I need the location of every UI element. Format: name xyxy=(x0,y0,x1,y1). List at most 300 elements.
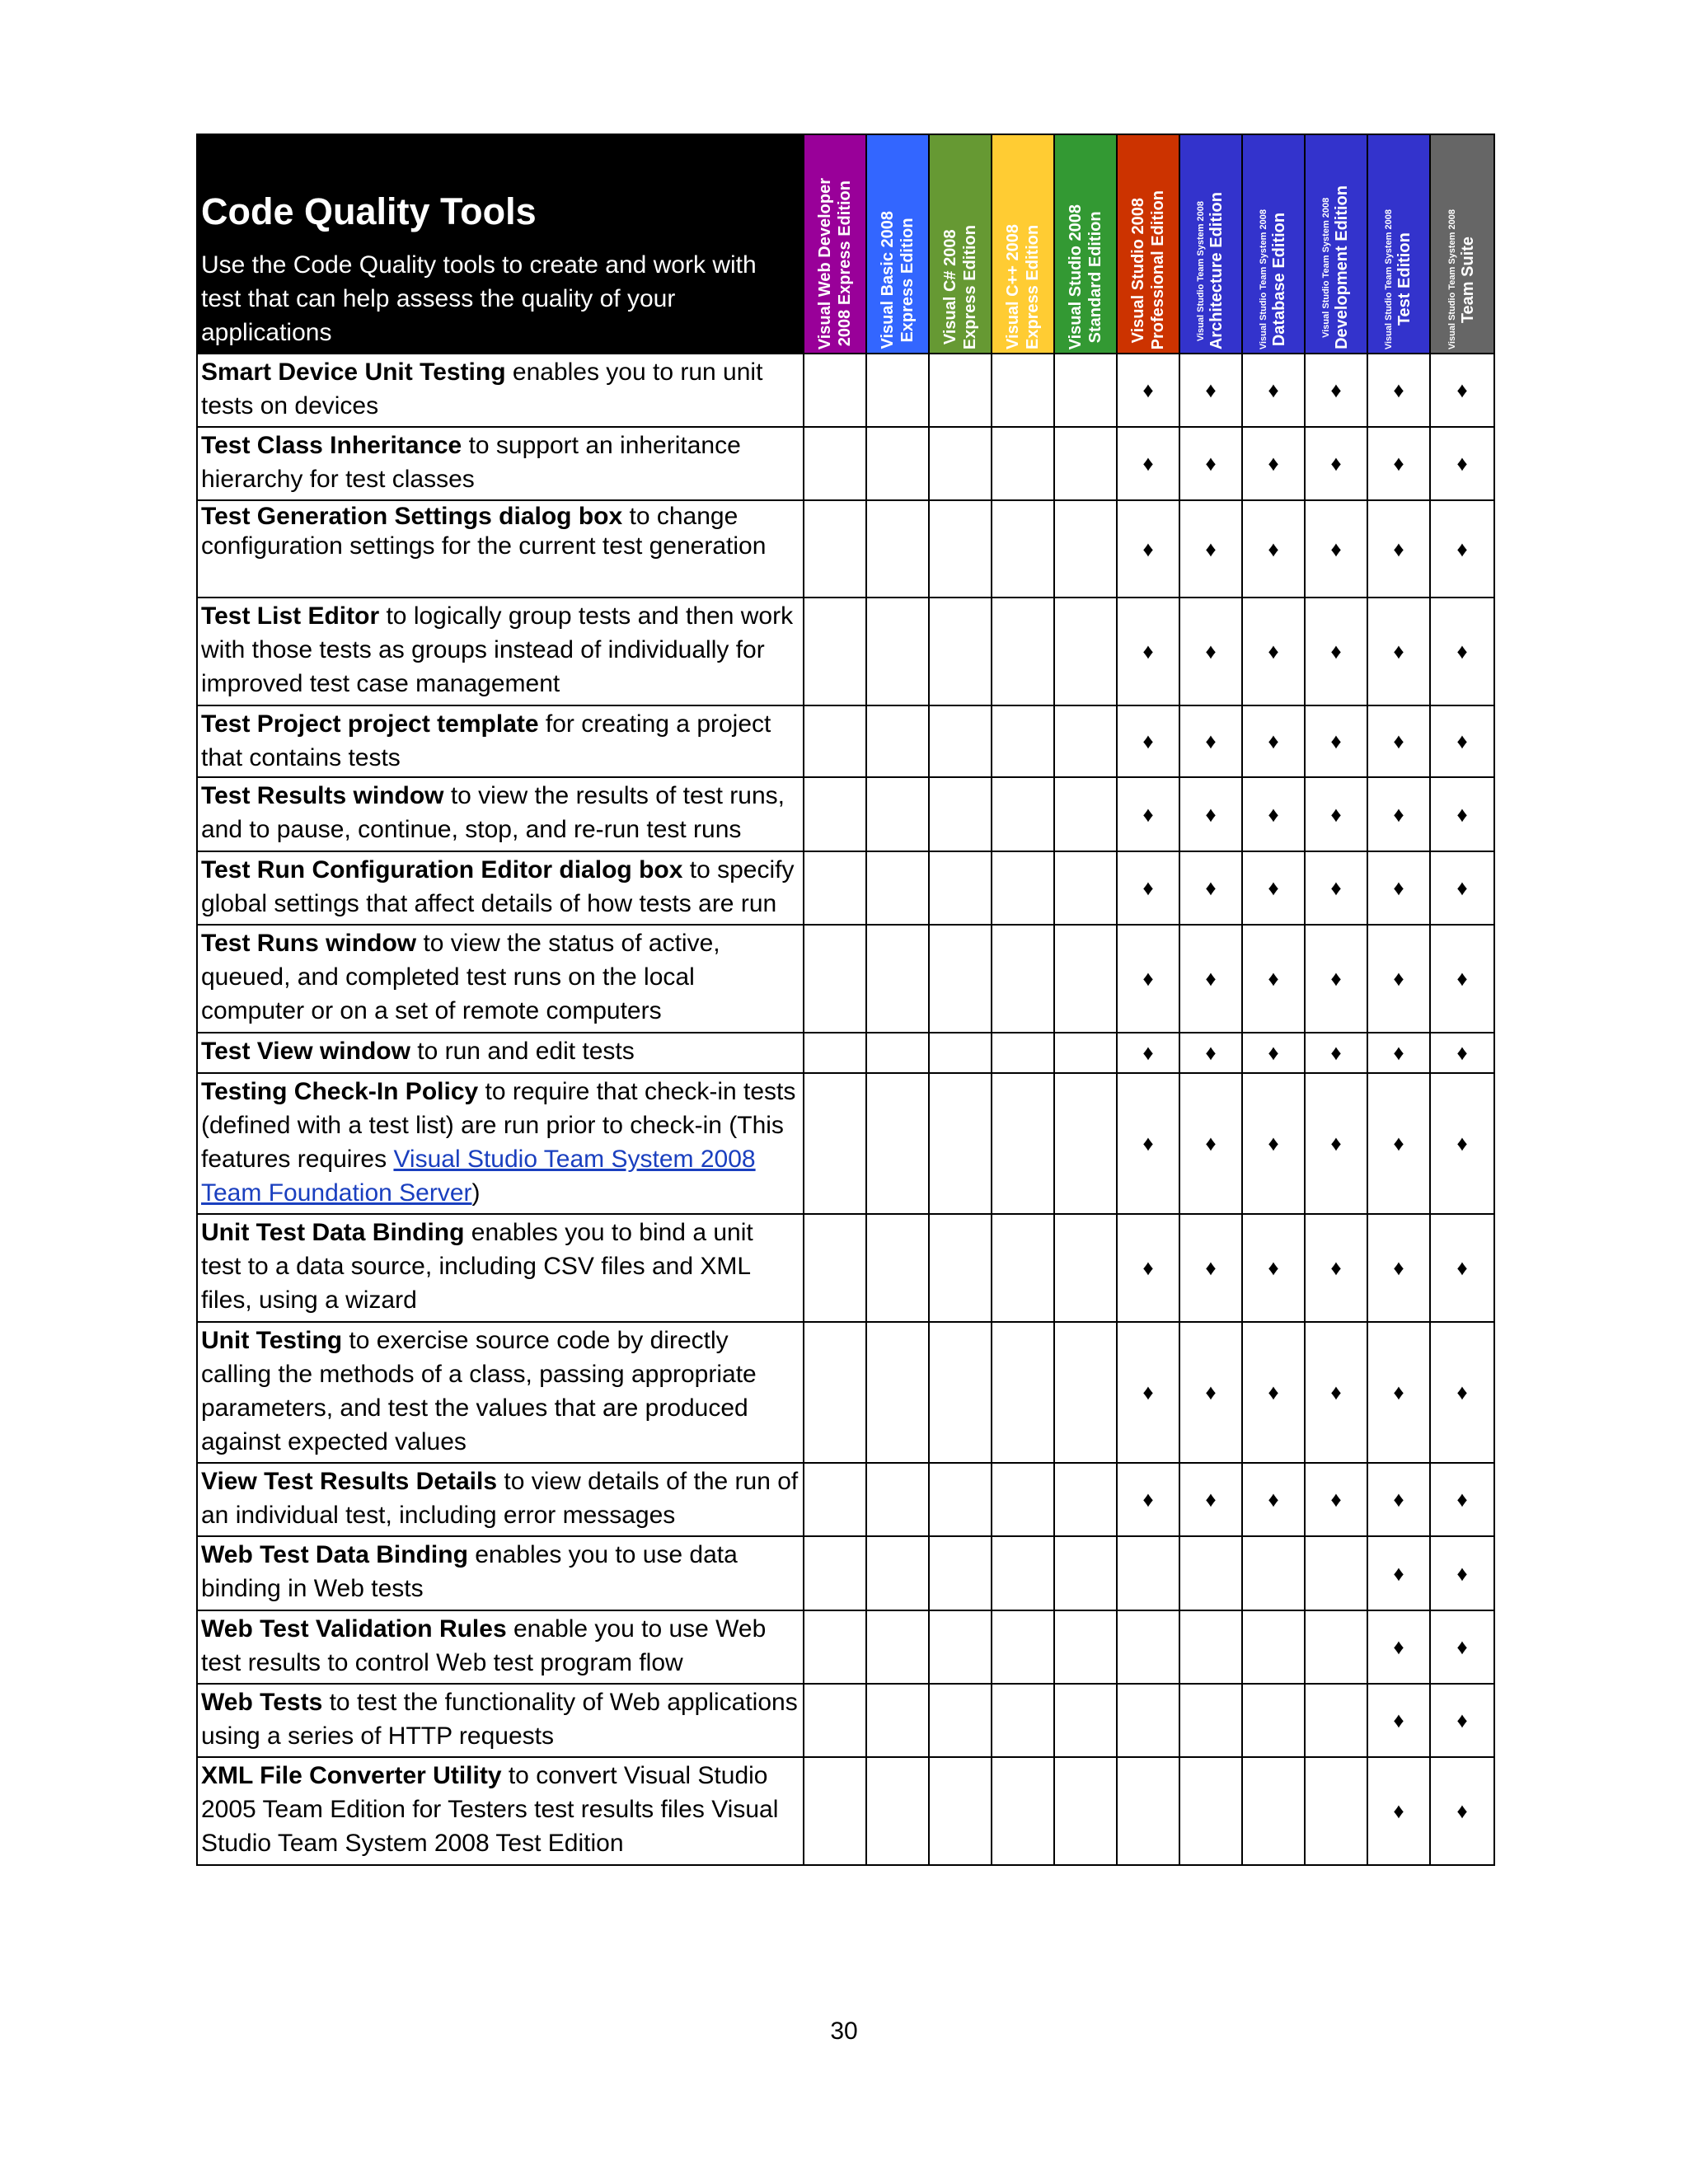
edition-header-10 xyxy=(1430,134,1494,354)
edition-header-2 xyxy=(929,134,992,354)
feature-description: to run and edit tests xyxy=(410,1038,635,1065)
diamond-mark-icon: ♦ xyxy=(1205,801,1217,827)
table-row xyxy=(197,1610,1494,1684)
availability-cell xyxy=(1430,705,1494,777)
availability-cell xyxy=(804,705,866,777)
diamond-mark-icon: ♦ xyxy=(1268,801,1279,827)
availability-cell xyxy=(1179,1757,1242,1865)
availability-cell xyxy=(1179,925,1242,1033)
availability-cell xyxy=(1179,1463,1242,1536)
table-row xyxy=(197,925,1494,1033)
table-row xyxy=(197,1463,1494,1536)
diamond-mark-icon: ♦ xyxy=(1330,1380,1342,1404)
availability-cell xyxy=(1305,705,1367,777)
header-title-cell xyxy=(197,134,804,354)
availability-cell xyxy=(1305,851,1367,925)
availability-cell xyxy=(1179,1214,1242,1322)
availability-cell xyxy=(1179,1322,1242,1463)
availability-cell xyxy=(1179,1684,1242,1757)
table-row xyxy=(197,1033,1494,1073)
edition-label xyxy=(1447,209,1478,349)
availability-cell xyxy=(992,1610,1054,1684)
edition-line2: 2008 Express Edition xyxy=(836,180,854,347)
availability-cell xyxy=(1305,1214,1367,1322)
edition-line1: Visual Studio 2008 xyxy=(1129,197,1147,343)
feature-description-cell xyxy=(197,354,804,427)
availability-cell xyxy=(1117,427,1179,500)
table-row xyxy=(197,354,1494,427)
feature-name: Web Test Validation Rules xyxy=(201,1615,507,1643)
availability-cell xyxy=(1367,1684,1430,1757)
edition-line2: Development Edition xyxy=(1333,185,1351,349)
availability-cell xyxy=(866,1757,929,1865)
availability-cell xyxy=(804,1214,866,1322)
table-row xyxy=(197,427,1494,500)
availability-cell xyxy=(866,1463,929,1536)
diamond-mark-icon: ♦ xyxy=(1330,451,1342,476)
availability-cell xyxy=(1367,1073,1430,1214)
table-row xyxy=(197,1214,1494,1322)
availability-cell xyxy=(1305,500,1367,598)
feature-name: Web Tests xyxy=(201,1689,323,1716)
diamond-mark-icon: ♦ xyxy=(1456,966,1468,991)
page-number: 30 xyxy=(830,2018,858,2045)
availability-cell xyxy=(992,1757,1054,1865)
feature-name: Unit Test Data Binding xyxy=(201,1219,465,1246)
diamond-mark-icon: ♦ xyxy=(1142,1487,1154,1511)
edition-label xyxy=(1003,224,1043,349)
feature-description-cell xyxy=(197,1536,804,1610)
availability-cell xyxy=(1305,1610,1367,1684)
availability-cell xyxy=(929,500,992,598)
diamond-mark-icon: ♦ xyxy=(1393,801,1404,827)
diamond-mark-icon: ♦ xyxy=(1393,1708,1404,1732)
edition-line1: Visual Web Developer xyxy=(816,177,834,349)
diamond-mark-icon: ♦ xyxy=(1456,1634,1468,1659)
feature-description-cell xyxy=(197,1684,804,1757)
availability-cell xyxy=(866,777,929,851)
availability-cell xyxy=(1054,1322,1117,1463)
diamond-mark-icon: ♦ xyxy=(1205,966,1217,991)
diamond-mark-icon: ♦ xyxy=(1393,1380,1404,1404)
feature-description-cell xyxy=(197,427,804,500)
edition-header-1 xyxy=(866,134,929,354)
availability-cell xyxy=(1430,1214,1494,1322)
availability-cell xyxy=(992,1322,1054,1463)
diamond-mark-icon: ♦ xyxy=(1393,1798,1404,1823)
diamond-mark-icon: ♦ xyxy=(1205,875,1217,900)
availability-cell xyxy=(1117,1214,1179,1322)
table-row xyxy=(197,1322,1494,1463)
availability-cell xyxy=(1367,1536,1430,1610)
feature-name: Web Test Data Binding xyxy=(201,1541,468,1568)
availability-cell xyxy=(1305,1033,1367,1073)
edition-line1: Visual Studio 2008 xyxy=(1067,204,1085,349)
availability-cell xyxy=(1367,500,1430,598)
availability-cell xyxy=(1117,705,1179,777)
diamond-mark-icon: ♦ xyxy=(1456,1255,1468,1280)
diamond-mark-icon: ♦ xyxy=(1205,729,1217,753)
availability-cell xyxy=(804,1684,866,1757)
edition-line2: Professional Edition xyxy=(1149,190,1167,349)
availability-cell xyxy=(1430,1033,1494,1073)
team-foundation-server-link[interactable]: Visual Studio Team System 2008 Team Foundation Server xyxy=(201,1146,756,1207)
diamond-mark-icon: ♦ xyxy=(1456,1798,1468,1823)
section-subtitle: Use the Code Quality tools to create and work with test that can help assess the quality of your applications xyxy=(201,251,757,346)
table-row xyxy=(197,1757,1494,1865)
availability-cell xyxy=(1305,1463,1367,1536)
availability-cell xyxy=(1117,1610,1179,1684)
diamond-mark-icon: ♦ xyxy=(1268,729,1279,753)
availability-cell xyxy=(1054,925,1117,1033)
availability-cell xyxy=(1054,1214,1117,1322)
diamond-mark-icon: ♦ xyxy=(1393,377,1404,402)
diamond-mark-icon: ♦ xyxy=(1456,729,1468,753)
feature-name: View Test Results Details xyxy=(201,1468,498,1495)
availability-cell xyxy=(1367,354,1430,427)
availability-cell xyxy=(992,598,1054,705)
availability-cell xyxy=(1367,1757,1430,1865)
availability-cell xyxy=(1367,598,1430,705)
diamond-mark-icon: ♦ xyxy=(1393,875,1404,900)
availability-cell xyxy=(1242,705,1305,777)
availability-cell xyxy=(992,777,1054,851)
availability-cell xyxy=(1117,1684,1179,1757)
availability-cell xyxy=(804,1073,866,1214)
availability-cell xyxy=(1179,1610,1242,1684)
availability-cell xyxy=(992,1073,1054,1214)
table-row xyxy=(197,1073,1494,1214)
diamond-mark-icon: ♦ xyxy=(1456,1131,1468,1155)
table-row xyxy=(197,500,1494,598)
feature-description-cell xyxy=(197,777,804,851)
edition-label xyxy=(1258,209,1289,349)
availability-cell xyxy=(804,851,866,925)
availability-cell xyxy=(1242,1214,1305,1322)
availability-cell xyxy=(1367,1214,1430,1322)
diamond-mark-icon: ♦ xyxy=(1268,377,1279,402)
feature-name: Test Generation Settings dialog box xyxy=(201,503,623,530)
availability-cell xyxy=(1305,427,1367,500)
availability-cell xyxy=(1054,1463,1117,1536)
feature-description-cell xyxy=(197,925,804,1033)
availability-cell xyxy=(929,1073,992,1214)
diamond-mark-icon: ♦ xyxy=(1456,1380,1468,1404)
table-row xyxy=(197,1536,1494,1610)
availability-cell xyxy=(804,598,866,705)
feature-name: Testing Check-In Policy xyxy=(201,1078,479,1105)
feature-description-cell xyxy=(197,1073,804,1214)
feature-description-cell xyxy=(197,1610,804,1684)
availability-cell xyxy=(1367,1322,1430,1463)
edition-line2: Standard Edition xyxy=(1086,210,1104,343)
feature-description-end: ) xyxy=(471,1179,481,1207)
feature-description-cell xyxy=(197,1033,804,1073)
availability-cell xyxy=(1054,500,1117,598)
edition-header-0 xyxy=(804,134,866,354)
edition-label xyxy=(1066,204,1105,349)
availability-cell xyxy=(992,354,1054,427)
diamond-mark-icon: ♦ xyxy=(1330,729,1342,753)
edition-line1: Visual Studio Team System 2008 xyxy=(1196,200,1206,341)
edition-line2: Express Edition xyxy=(1024,224,1042,349)
edition-label xyxy=(1128,190,1168,349)
availability-cell xyxy=(1117,1463,1179,1536)
feature-description-cell xyxy=(197,1757,804,1865)
availability-cell xyxy=(1179,427,1242,500)
availability-cell xyxy=(866,1322,929,1463)
availability-cell xyxy=(804,925,866,1033)
diamond-mark-icon: ♦ xyxy=(1205,536,1217,561)
edition-line2: Architecture Edition xyxy=(1207,191,1226,349)
availability-cell xyxy=(1117,354,1179,427)
availability-cell xyxy=(804,1463,866,1536)
availability-cell xyxy=(1305,925,1367,1033)
availability-cell xyxy=(1430,1073,1494,1214)
feature-description: enable you to use Web test results to control Web test program flow xyxy=(201,1615,767,1676)
availability-cell xyxy=(866,705,929,777)
availability-cell xyxy=(1305,1684,1367,1757)
availability-cell xyxy=(1367,925,1430,1033)
availability-cell xyxy=(866,925,929,1033)
edition-label xyxy=(1195,192,1226,349)
diamond-mark-icon: ♦ xyxy=(1456,1708,1468,1732)
availability-cell xyxy=(866,1610,929,1684)
availability-cell xyxy=(1054,1610,1117,1684)
diamond-mark-icon: ♦ xyxy=(1205,1131,1217,1155)
availability-cell xyxy=(1430,1536,1494,1610)
availability-cell xyxy=(929,705,992,777)
availability-cell xyxy=(1430,354,1494,427)
diamond-mark-icon: ♦ xyxy=(1393,536,1404,561)
availability-cell xyxy=(992,925,1054,1033)
diamond-mark-icon: ♦ xyxy=(1393,729,1404,753)
availability-cell xyxy=(804,354,866,427)
diamond-mark-icon: ♦ xyxy=(1330,801,1342,827)
availability-cell xyxy=(1117,1073,1179,1214)
diamond-mark-icon: ♦ xyxy=(1330,639,1342,663)
availability-cell xyxy=(992,705,1054,777)
edition-line1: Visual Studio Team System 2008 xyxy=(1259,209,1268,349)
availability-cell xyxy=(1430,500,1494,598)
diamond-mark-icon: ♦ xyxy=(1393,966,1404,991)
edition-header-7 xyxy=(1242,134,1305,354)
availability-cell xyxy=(992,851,1054,925)
feature-description: to exercise source code by directly calling the methods of a class, passing appropriate parameters, and test the values that are produced against expected values xyxy=(201,1327,757,1455)
availability-cell xyxy=(866,427,929,500)
availability-cell xyxy=(1179,598,1242,705)
table-body xyxy=(197,354,1494,1865)
edition-line1: Visual Studio Team System 2008 xyxy=(1384,209,1394,349)
diamond-mark-icon: ♦ xyxy=(1205,1380,1217,1404)
availability-cell xyxy=(1242,851,1305,925)
diamond-mark-icon: ♦ xyxy=(1268,1040,1279,1065)
diamond-mark-icon: ♦ xyxy=(1268,639,1279,663)
availability-cell xyxy=(1242,1757,1305,1865)
feature-name: Smart Device Unit Testing xyxy=(201,359,506,386)
diamond-mark-icon: ♦ xyxy=(1393,1040,1404,1065)
edition-label xyxy=(940,225,980,349)
feature-name: Test Runs window xyxy=(201,930,417,957)
availability-cell xyxy=(1179,1536,1242,1610)
diamond-mark-icon: ♦ xyxy=(1330,1487,1342,1511)
availability-cell xyxy=(929,598,992,705)
availability-cell xyxy=(1305,354,1367,427)
availability-cell xyxy=(929,1214,992,1322)
table-row xyxy=(197,777,1494,851)
availability-cell xyxy=(1054,1757,1117,1865)
diamond-mark-icon: ♦ xyxy=(1393,451,1404,476)
feature-description: to view details of the run of an individual test, including error messages xyxy=(201,1468,799,1529)
availability-cell xyxy=(929,1757,992,1865)
availability-cell xyxy=(1117,925,1179,1033)
edition-label xyxy=(815,178,855,349)
availability-cell xyxy=(1054,598,1117,705)
diamond-mark-icon: ♦ xyxy=(1330,536,1342,561)
feature-description: to specify global settings that affect details of how tests are run xyxy=(201,856,795,917)
feature-name: XML File Converter Utility xyxy=(201,1762,502,1789)
diamond-mark-icon: ♦ xyxy=(1142,1255,1154,1280)
availability-cell xyxy=(1242,925,1305,1033)
feature-description: to test the functionality of Web applications using a series of HTTP requests xyxy=(201,1689,798,1750)
edition-line2: Test Edition xyxy=(1395,232,1414,326)
section-title: Code Quality Tools xyxy=(201,190,537,232)
availability-cell xyxy=(804,427,866,500)
availability-cell xyxy=(866,1033,929,1073)
feature-name: Unit Testing xyxy=(201,1327,343,1354)
availability-cell xyxy=(992,1536,1054,1610)
availability-cell xyxy=(1367,1610,1430,1684)
feature-description: enables you to run unit tests on devices xyxy=(201,359,763,419)
edition-header-6 xyxy=(1179,134,1242,354)
diamond-mark-icon: ♦ xyxy=(1456,377,1468,402)
diamond-mark-icon: ♦ xyxy=(1142,639,1154,663)
feature-description-cell xyxy=(197,598,804,705)
feature-description-cell xyxy=(197,1322,804,1463)
diamond-mark-icon: ♦ xyxy=(1142,1040,1154,1065)
diamond-mark-icon: ♦ xyxy=(1330,1040,1342,1065)
availability-cell xyxy=(1242,1033,1305,1073)
diamond-mark-icon: ♦ xyxy=(1456,1560,1468,1586)
availability-cell xyxy=(992,427,1054,500)
feature-description: enables you to bind a unit test to a data source, including CSV files and XML files, using a wizard xyxy=(201,1219,753,1314)
edition-line1: Visual Basic 2008 xyxy=(879,211,897,349)
availability-cell xyxy=(1179,1033,1242,1073)
feature-description: to view the results of test runs, and to pause, continue, stop, and re-run test runs xyxy=(201,782,785,843)
availability-cell xyxy=(929,354,992,427)
availability-cell xyxy=(1054,851,1117,925)
availability-cell xyxy=(1117,1033,1179,1073)
availability-cell xyxy=(1305,1322,1367,1463)
feature-name: Test Results window xyxy=(201,782,444,809)
table-row xyxy=(197,851,1494,925)
diamond-mark-icon: ♦ xyxy=(1268,451,1279,476)
diamond-mark-icon: ♦ xyxy=(1205,639,1217,663)
availability-cell xyxy=(804,1757,866,1865)
availability-cell xyxy=(1430,427,1494,500)
table-row xyxy=(197,598,1494,705)
diamond-mark-icon: ♦ xyxy=(1456,639,1468,663)
diamond-mark-icon: ♦ xyxy=(1268,875,1279,900)
feature-name: Test Project project template xyxy=(201,710,539,738)
availability-cell xyxy=(1117,777,1179,851)
availability-cell xyxy=(1242,427,1305,500)
availability-cell xyxy=(1367,427,1430,500)
availability-cell xyxy=(1117,500,1179,598)
feature-description-cell xyxy=(197,1214,804,1322)
availability-cell xyxy=(1054,705,1117,777)
feature-name: Test Run Configuration Editor dialog box xyxy=(201,856,683,883)
availability-cell xyxy=(1430,1463,1494,1536)
availability-cell xyxy=(1054,777,1117,851)
diamond-mark-icon: ♦ xyxy=(1268,1380,1279,1404)
availability-cell xyxy=(866,500,929,598)
diamond-mark-icon: ♦ xyxy=(1205,1255,1217,1280)
diamond-mark-icon: ♦ xyxy=(1393,639,1404,663)
feature-description-cell xyxy=(197,851,804,925)
diamond-mark-icon: ♦ xyxy=(1142,1380,1154,1404)
diamond-mark-icon: ♦ xyxy=(1456,536,1468,561)
feature-description: for creating a project that contains tests xyxy=(201,710,771,771)
availability-cell xyxy=(866,598,929,705)
availability-cell xyxy=(866,1536,929,1610)
edition-line1: Visual Studio Team System 2008 xyxy=(1447,209,1457,349)
diamond-mark-icon: ♦ xyxy=(1142,377,1154,402)
availability-cell xyxy=(1179,777,1242,851)
diamond-mark-icon: ♦ xyxy=(1142,801,1154,827)
edition-header-8 xyxy=(1305,134,1367,354)
availability-cell xyxy=(1242,1536,1305,1610)
availability-cell xyxy=(1242,1073,1305,1214)
availability-cell xyxy=(866,1214,929,1322)
diamond-mark-icon: ♦ xyxy=(1142,966,1154,991)
edition-header-5 xyxy=(1117,134,1179,354)
availability-cell xyxy=(866,354,929,427)
availability-cell xyxy=(866,851,929,925)
availability-cell xyxy=(1430,1757,1494,1865)
availability-cell xyxy=(804,1610,866,1684)
diamond-mark-icon: ♦ xyxy=(1268,1131,1279,1155)
diamond-mark-icon: ♦ xyxy=(1205,377,1217,402)
feature-description: enables you to use data binding in Web tests xyxy=(201,1541,738,1602)
diamond-mark-icon: ♦ xyxy=(1330,966,1342,991)
availability-cell xyxy=(992,1684,1054,1757)
availability-cell xyxy=(1242,354,1305,427)
availability-cell xyxy=(804,500,866,598)
availability-cell xyxy=(804,1033,866,1073)
availability-cell xyxy=(1179,500,1242,598)
availability-cell xyxy=(866,1073,929,1214)
availability-cell xyxy=(992,1214,1054,1322)
diamond-mark-icon: ♦ xyxy=(1330,875,1342,900)
availability-cell xyxy=(1117,1757,1179,1865)
availability-cell xyxy=(1117,598,1179,705)
availability-cell xyxy=(1430,598,1494,705)
diamond-mark-icon: ♦ xyxy=(1205,1487,1217,1511)
availability-cell xyxy=(1179,1073,1242,1214)
diamond-mark-icon: ♦ xyxy=(1393,1634,1404,1659)
availability-cell xyxy=(929,777,992,851)
diamond-mark-icon: ♦ xyxy=(1456,1040,1468,1065)
availability-cell xyxy=(1430,1684,1494,1757)
availability-cell xyxy=(929,925,992,1033)
availability-cell xyxy=(929,1033,992,1073)
edition-header-3 xyxy=(992,134,1054,354)
table-row xyxy=(197,705,1494,777)
availability-cell xyxy=(1242,598,1305,705)
diamond-mark-icon: ♦ xyxy=(1205,451,1217,476)
availability-cell xyxy=(929,851,992,925)
